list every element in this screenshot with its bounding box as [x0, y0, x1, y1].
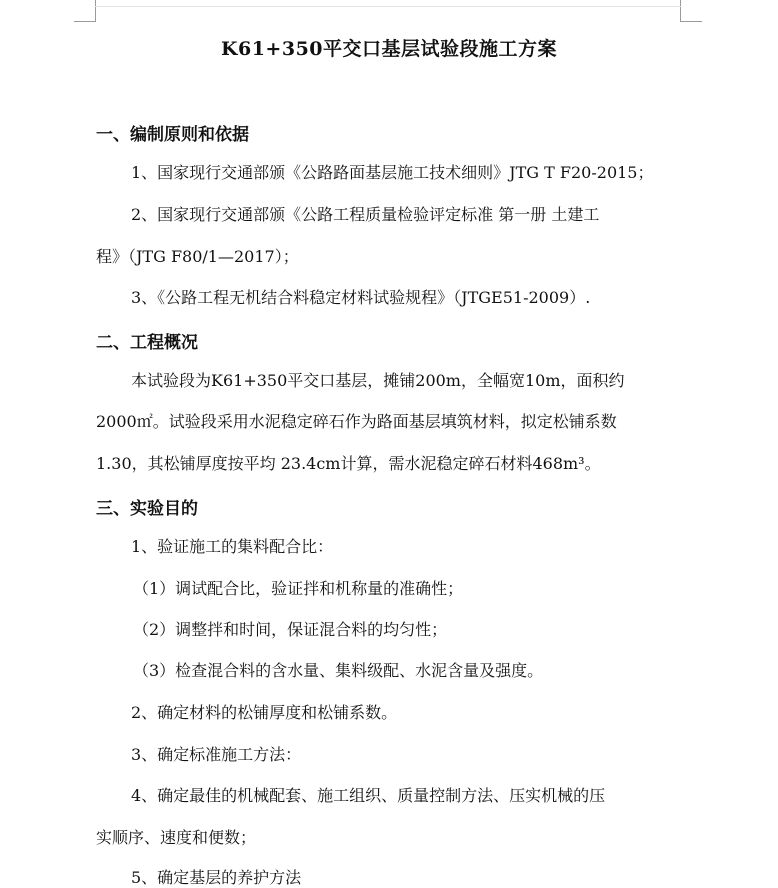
paragraph-line: 2、确定材料的松铺厚度和松铺系数。 — [131, 703, 398, 722]
crop-mark-left-h — [74, 21, 96, 22]
paragraph-line: （2）调整拌和时间，保证混合料的均匀性； — [133, 620, 448, 639]
crop-mark-right-h — [680, 21, 702, 22]
crop-mark-top-rule — [95, 6, 681, 7]
paragraph-line: 1.30，其松铺厚度按平均 23.4cm计算，需水泥稳定碎石材料468m³。 — [96, 454, 601, 473]
paragraph-line: 1、验证施工的集料配合比： — [131, 537, 334, 556]
paragraph-line: （1）调试配合比，验证拌和机称量的准确性； — [133, 579, 464, 598]
section-heading-1: 一、编制原则和依据 — [96, 125, 249, 145]
paragraph-line: 2、国家现行交通部颁《公路工程质量检验评定标准 第一册 土建工 — [131, 205, 600, 224]
paragraph-line: 4、确定最佳的机械配套、施工组织、质量控制方法、压实机械的压 — [131, 786, 606, 805]
paragraph-line: 本试验段为K61+350平交口基层，摊铺200m，全幅宽10m，面积约 — [131, 371, 625, 390]
paragraph-line: 3、《公路工程无机结合料稳定材料试验规程》（JTGE51-2009）. — [131, 288, 591, 307]
document-title: K61+350平交口基层试验段施工方案 — [220, 38, 558, 60]
section-heading-2: 二、工程概况 — [96, 333, 198, 353]
paragraph-line: 3、确定标准施工方法： — [131, 745, 302, 764]
paragraph-line: 1、国家现行交通部颁《公路路面基层施工技术细则》JTG T F20-2015； — [131, 163, 654, 182]
paragraph-line: 程》（JTG F80/1—2017）； — [96, 247, 299, 266]
crop-mark-right-v — [680, 0, 681, 22]
paragraph-line: 2000㎡。试验段采用水泥稳定碎石作为路面基层填筑材料，拟定松铺系数 — [96, 412, 617, 431]
paragraph-line: 5、确定基层的养护方法 — [131, 868, 302, 887]
section-heading-3: 三、实验目的 — [96, 499, 198, 519]
paragraph-line: 实顺序、速度和便数； — [96, 828, 257, 847]
paragraph-line: （3）检查混合料的含水量、集料级配、水泥含量及强度。 — [133, 661, 544, 680]
crop-mark-left-v — [95, 0, 96, 22]
